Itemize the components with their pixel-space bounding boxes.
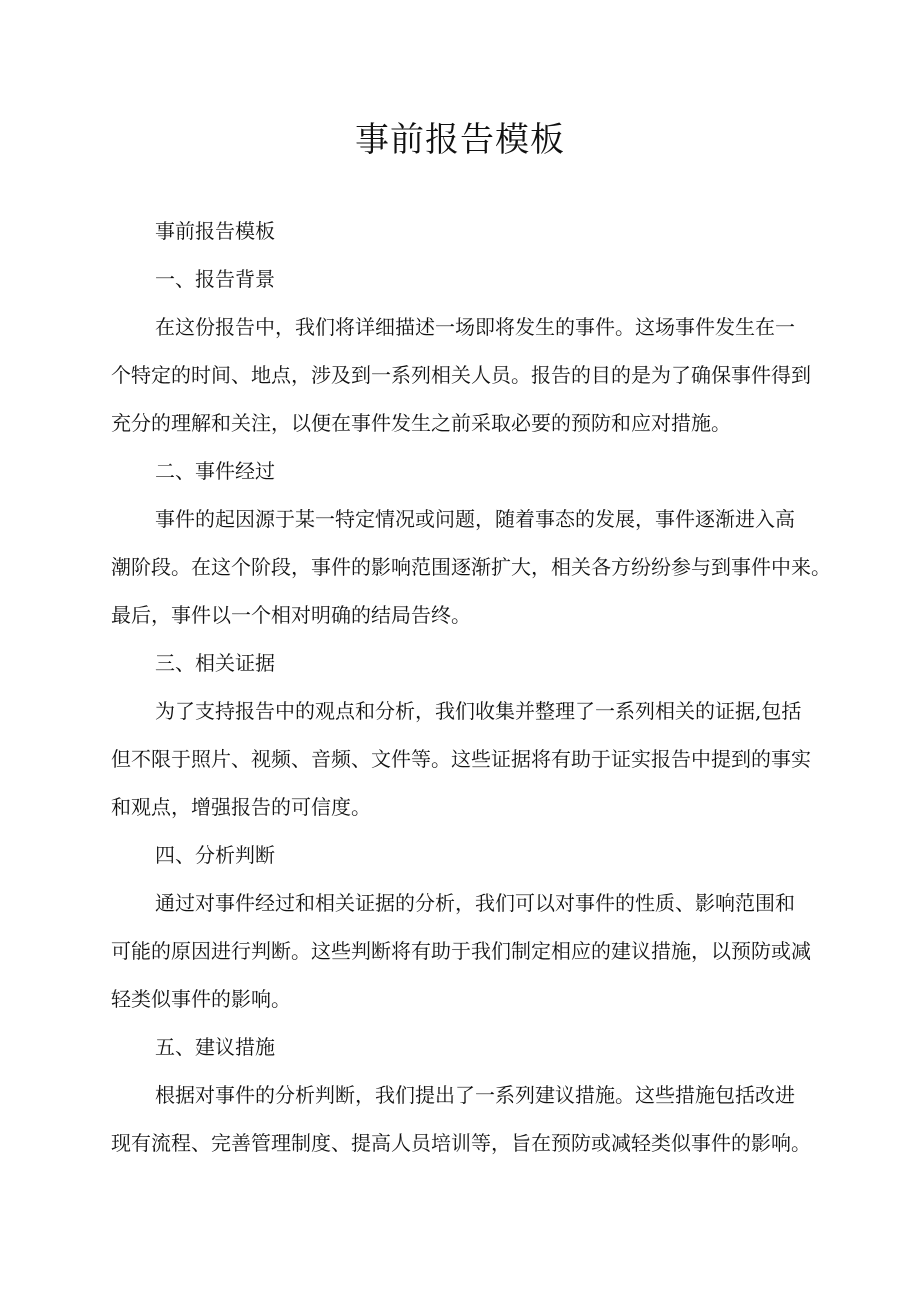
paragraph-line: 最后，事件以一个相对明确的结局告终。: [111, 603, 471, 627]
paragraph-line: 个特定的时间、地点，涉及到一系列相关人员。报告的目的是为了确保事件得到: [111, 363, 811, 387]
section-heading-recommendations: 五、建议措施: [155, 1035, 275, 1059]
paragraph-line: 充分的理解和关注，以便在事件发生之前采取必要的预防和应对措施。: [111, 411, 731, 435]
paragraph-line: 在这份报告中，我们将详细描述一场即将发生的事件。这场事件发生在一: [155, 315, 795, 339]
paragraph-line: 和观点，增强报告的可信度。: [111, 795, 371, 819]
paragraph-line: 可能的原因进行判断。这些判断将有助于我们制定相应的建议措施，以预防或减: [111, 939, 811, 963]
paragraph-line: 轻类似事件的影响。: [111, 987, 291, 1011]
paragraph-line: 事件的起因源于某一特定情况或问题，随着事态的发展，事件逐渐进入高: [155, 507, 795, 531]
section-heading-evidence: 三、相关证据: [155, 651, 275, 675]
paragraph-line: 根据对事件的分析判断，我们提出了一系列建议措施。这些措施包括改进: [155, 1083, 795, 1107]
paragraph-line: 潮阶段。在这个阶段，事件的影响范围逐渐扩大，相关各方纷纷参与到事件中来。: [111, 555, 831, 579]
document-title: 事前报告模板: [355, 120, 565, 160]
paragraph-line: 但不限于照片、视频、音频、文件等。这些证据将有助于证实报告中提到的事实: [111, 747, 811, 771]
document-body: [111, 212, 831, 1162]
paragraph-line: 现有流程、完善管理制度、提高人员培训等，旨在预防或减轻类似事件的影响。: [111, 1131, 811, 1155]
paragraph-line: 通过对事件经过和相关证据的分析，我们可以对事件的性质、影响范围和: [155, 891, 795, 915]
document-subtitle: 事前报告模板: [155, 219, 275, 243]
paragraph-line: 为了支持报告中的观点和分析，我们收集并整理了一系列相关的证据,包括: [155, 699, 802, 723]
section-heading-analysis: 四、分析判断: [155, 843, 275, 867]
section-heading-process: 二、事件经过: [155, 459, 275, 483]
section-heading-background: 一、报告背景: [155, 267, 275, 291]
